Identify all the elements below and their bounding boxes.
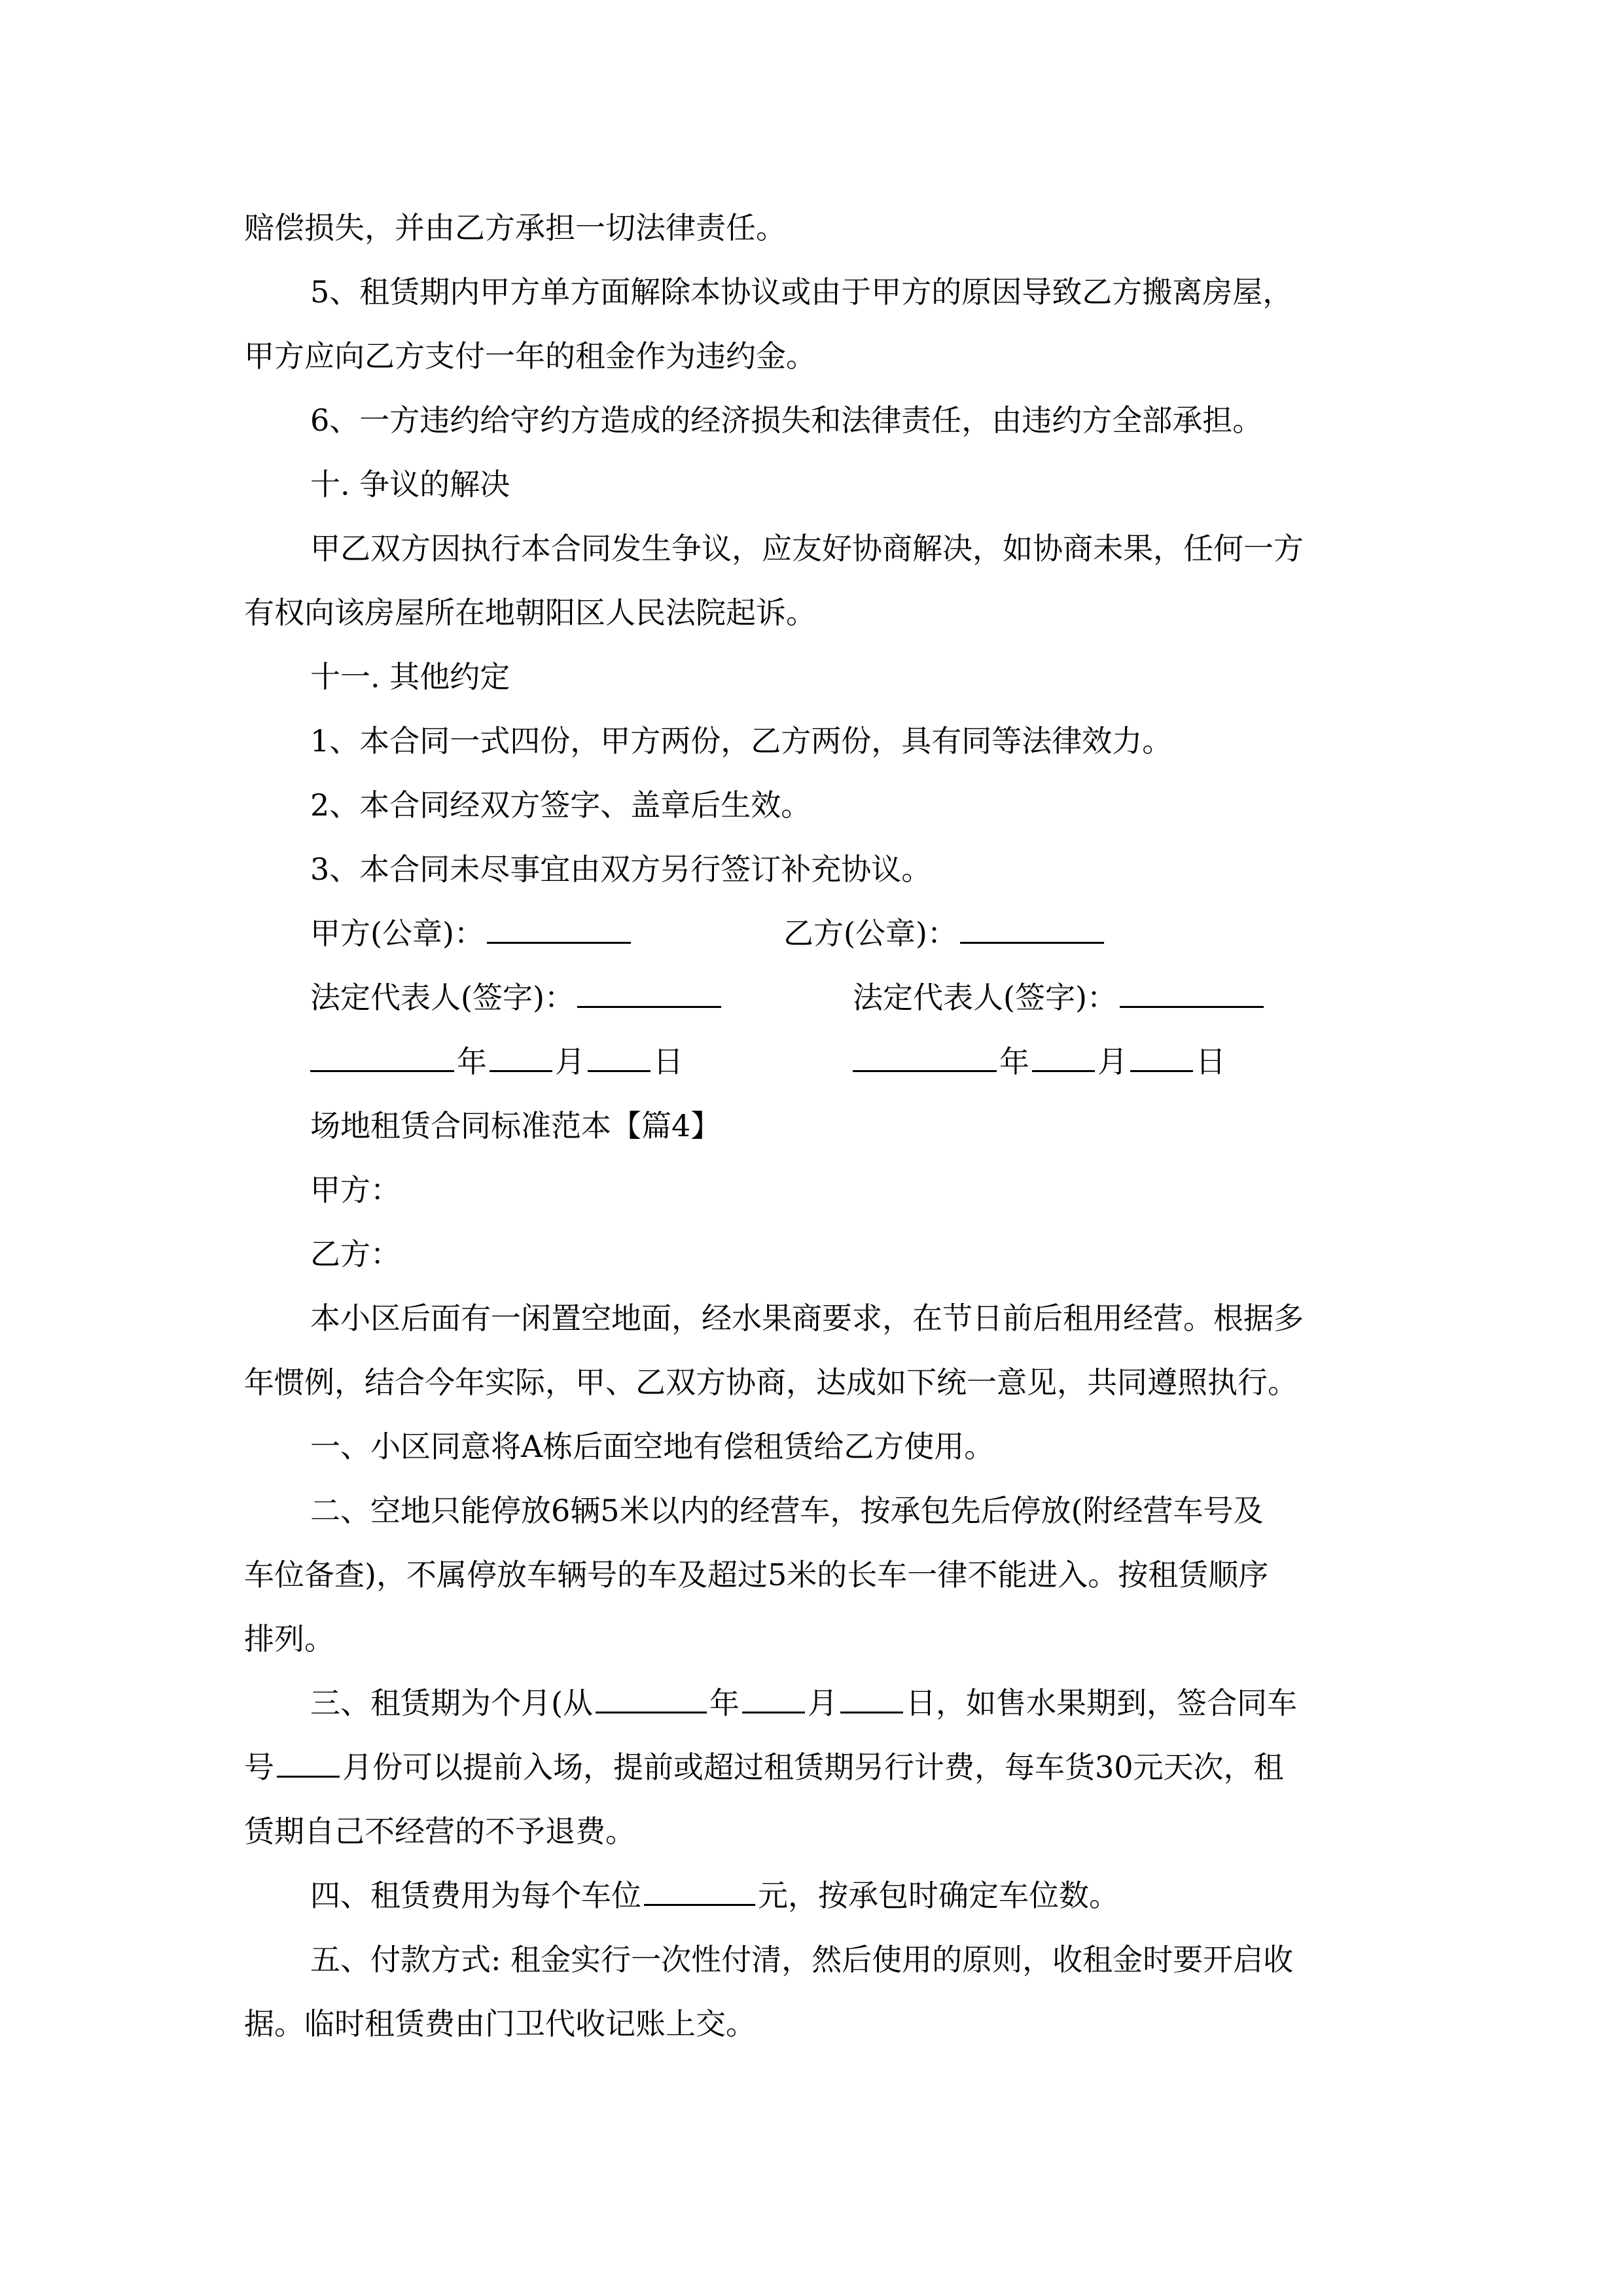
clause-4-text: 元，按承包时确定车位数。 — [758, 1878, 1119, 1913]
signature-blank — [1120, 982, 1264, 1008]
party-b-seal-label: 乙方(公章)： — [783, 916, 957, 951]
day-label: 日 — [1196, 1044, 1226, 1079]
clause-3-year: 年 — [709, 1685, 740, 1721]
party-a-label: 甲方： — [310, 1172, 401, 1208]
party-a-seal-field — [310, 916, 633, 951]
date-a-field — [310, 1044, 683, 1079]
clause-3-line — [310, 1685, 1297, 1721]
rep-a-label: 法定代表人(签字)： — [310, 980, 575, 1015]
party-b-seal-field — [783, 916, 1107, 951]
year-label: 年 — [999, 1044, 1029, 1079]
paragraph-line: 3、本合同未尽事宜由双方另行签订补充协议。 — [310, 852, 932, 887]
party-a-seal-label: 甲方(公章)： — [310, 916, 484, 951]
paragraph-line: 5、租赁期内甲方单方面解除本协议或由于甲方的原因导致乙方搬离房屋， — [310, 274, 1293, 310]
paragraph-line: 排列。 — [244, 1621, 334, 1657]
rep-b-label: 法定代表人(签字)： — [853, 980, 1117, 1015]
clause-3-line — [244, 1749, 1284, 1785]
date-blank — [490, 1047, 552, 1072]
section-title: 场地租赁合同标准范本【篇4】 — [310, 1108, 721, 1143]
section-heading: 十一. 其他约定 — [310, 659, 510, 694]
paragraph-line: 赔偿损失，并由乙方承担一切法律责任。 — [244, 210, 786, 245]
paragraph-line: 1、本合同一式四份，甲方两份，乙方两份，具有同等法律效力。 — [310, 723, 1173, 759]
date-blank — [853, 1047, 997, 1072]
paragraph-line: 二、空地只能停放6辆5米以内的经营车，按承包先后停放(附经营车号及 — [310, 1493, 1264, 1528]
fill-blank — [277, 1752, 340, 1778]
paragraph-line: 甲方应向乙方支付一年的租金作为违约金。 — [244, 338, 816, 374]
date-blank — [588, 1047, 651, 1072]
rep-a-signature-field — [310, 982, 724, 1013]
fill-blank — [596, 1688, 707, 1713]
section-heading: 十. 争议的解决 — [310, 467, 510, 502]
paragraph-line: 6、一方违约给守约方造成的经济损失和法律责任，由违约方全部承担。 — [310, 403, 1263, 438]
paragraph-line: 2、本合同经双方签字、盖章后生效。 — [310, 787, 812, 823]
date-blank — [1032, 1047, 1095, 1072]
month-label: 月 — [1097, 1044, 1128, 1079]
clause-3-text: 号 — [244, 1749, 274, 1785]
paragraph-line: 据。临时租赁费由门卫代收记账上交。 — [244, 2006, 756, 2041]
date-blank — [1130, 1047, 1193, 1072]
clause-3-month: 月 — [807, 1685, 838, 1721]
paragraph-line: 本小区后面有一闲置空地面，经水果商要求，在节日前后租用经营。根据多 — [310, 1300, 1304, 1336]
day-label: 日 — [653, 1044, 683, 1079]
clause-4-text: 四、租赁费用为每个车位 — [310, 1878, 641, 1913]
paragraph-line: 赁期自己不经营的不予退费。 — [244, 1814, 635, 1849]
fill-blank — [644, 1880, 755, 1906]
year-label: 年 — [457, 1044, 487, 1079]
fill-blank — [840, 1688, 903, 1713]
signature-blank — [487, 918, 631, 944]
signature-blank — [960, 918, 1104, 944]
rep-b-signature-field — [853, 982, 1266, 1013]
paragraph-line: 车位备查)，不属停放车辆号的车及超过5米的长车一律不能进入。按租赁顺序 — [244, 1557, 1269, 1592]
party-b-label: 乙方： — [310, 1236, 401, 1272]
clause-3-text: 月份可以提前入场，提前或超过租赁期另行计费，每车货30元天次，租 — [342, 1749, 1284, 1785]
signature-blank — [577, 982, 721, 1008]
fill-blank — [742, 1688, 805, 1713]
paragraph-line: 甲乙双方因执行本合同发生争议，应友好协商解决，如协商未果，任何一方 — [310, 531, 1304, 566]
paragraph-line: 有权向该房屋所在地朝阳区人民法院起诉。 — [244, 595, 816, 630]
month-label: 月 — [555, 1044, 585, 1079]
paragraph-line: 一、小区同意将A栋后面空地有偿租赁给乙方使用。 — [310, 1429, 995, 1464]
paragraph-line: 年惯例，结合今年实际，甲、乙双方协商，达成如下统一意见，共同遵照执行。 — [244, 1365, 1298, 1400]
clause-3-text: 日，如售水果期到，签合同车 — [905, 1685, 1297, 1721]
paragraph-line: 五、付款方式: 租金实行一次性付清，然后使用的原则，收租金时要开启收 — [310, 1942, 1294, 1977]
date-b-field — [853, 1044, 1226, 1079]
date-blank — [310, 1047, 454, 1072]
clause-3-text: 三、租赁期为个月(从 — [310, 1685, 593, 1721]
clause-4-line — [310, 1878, 1119, 1913]
